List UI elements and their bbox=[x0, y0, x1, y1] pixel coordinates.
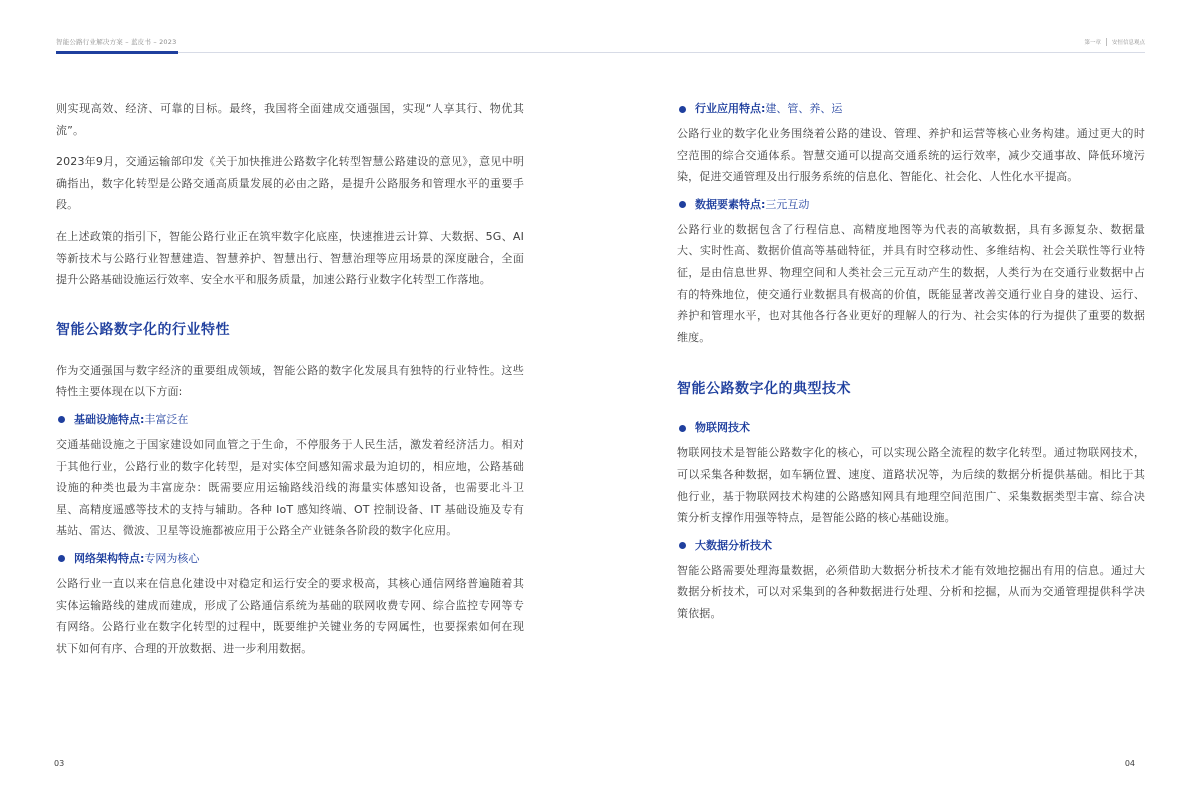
bullet-heading bbox=[56, 410, 524, 430]
bullet-heading bbox=[677, 99, 1145, 119]
bullet-value: 三元互动 bbox=[765, 197, 810, 211]
paragraph: 公路行业的数据包含了行程信息、高精度地图等为代表的高敏数据，具有多源复杂、数据量大、实时性高、数据价值高等基础特征，并具有时空移动性、多维结构、社会关联性等行业特征，是由信息世界、物理空间和人类社会三元互动产生的数据，人类行为在交通行业数据中占有的特殊地位，使交通行业数据具有极高的价值，既能显著改善交通行业自身的建设、运行、养护和管理水平，也对其他各行各业更好的理解人的行为、社会实体的行为提供了重要的数据维度。 bbox=[677, 222, 1145, 344]
page-number-left: 03 bbox=[54, 759, 65, 768]
header-chapter-title: 安恒信息观点 bbox=[1111, 40, 1145, 46]
section-title: 智能公路数字化的典型技术 bbox=[677, 381, 851, 398]
bullet-title: 物联网技术 bbox=[695, 421, 750, 435]
bullet-dot-icon bbox=[679, 425, 686, 432]
bullet-heading bbox=[56, 549, 524, 569]
paragraph: 公路行业的数字化业务围绕着公路的建设、管理、养护和运营等核心业务构建。通过更大的时空范围的综合交通体系。智慧交通可以提高交通系统的运行效率，减少交通事故、降低环境污染，促进交通管理及出行服务系统的信息化、智能化、社会化、人性化水平提高。 bbox=[677, 127, 1145, 184]
paragraph: 2023年9月，交通运输部印发《关于加快推进公路数字化转型智慧公路建设的意见》，意见中明确指出，数字化转型是公路交通高质量发展的必由之路，是提升公路服务和管理水平的重要手段。 bbox=[56, 155, 524, 212]
bullet-dot-icon bbox=[58, 555, 65, 562]
paragraph: 物联网技术是智能公路数字化的核心，可以实现公路全流程的数字化转型。通过物联网技术，可以采集各种数据，如车辆位置、速度、道路状况等，为后续的数据分析提供基础。相比于其他行业，基于物联网技术构建的公路感知网具有地理空间范围广、采集数据类型丰富、综合决策分析支撑作用强等特点，是智能公路的核心基础设施。 bbox=[677, 446, 1145, 525]
paragraph: 在上述政策的指引下，智能公路行业正在筑牢数字化底座，快速推进云计算、大数据、5G、AI等新技术与公路行业智慧建造、智慧养护、智慧出行、智慧治理等应用场景的深度融合，全面提升公路基础设施运行效率、安全水平和服务质量，加速公路行业数字化转型工作落地。 bbox=[56, 229, 524, 287]
paragraph: 作为交通强国与数字经济的重要组成领域，智能公路的数字化发展具有独特的行业特性。这些特性主要体现在以下方面: bbox=[56, 363, 524, 399]
left-column bbox=[56, 98, 524, 659]
bullet-dot-icon bbox=[58, 416, 65, 423]
bullet-value: 建、管、养、运 bbox=[765, 102, 843, 115]
header-doc-title: 智能公路行业解决方案 – 蓝皮书 – 2023 bbox=[56, 38, 177, 46]
bullet-title: 基础设施特点: bbox=[74, 412, 145, 426]
paragraph: 交通基础设施之于国家建设如同血管之于生命，不停服务于人民生活，激发着经济活力。相对于其他行业，公路行业的数字化转型，是对实体空间感知需求最为迫切的，相应地，公路基础设施的种类也最为丰富庞杂：既需要应用运输路线沿线的海量实体感知设备，也需要北斗卫星、高精度遥感等技术的支持与辅助。各种 IoT 感知终端、OT 控制设备、IT 基础设施及专有基站、雷达、微波、卫星等设施都被应用于公路全产业链条各阶段的数字化应用。 bbox=[56, 437, 524, 538]
header-chapter-number: 第一章 bbox=[1084, 40, 1101, 46]
bullet-title: 数据要素特点: bbox=[695, 197, 766, 211]
bullet-title: 大数据分析技术 bbox=[695, 538, 772, 552]
bullet-heading bbox=[677, 536, 1145, 556]
header-accent-bar bbox=[56, 51, 178, 54]
bullet-title: 行业应用特点: bbox=[695, 102, 766, 115]
bullet-dot-icon bbox=[679, 106, 686, 113]
bullet-heading bbox=[677, 418, 1145, 438]
bullet-dot-icon bbox=[679, 542, 686, 549]
header-divider bbox=[1106, 38, 1107, 46]
header-chapter bbox=[1084, 38, 1145, 46]
bullet-title: 网络架构特点: bbox=[74, 551, 145, 565]
right-column bbox=[677, 99, 1145, 625]
bullet-dot-icon bbox=[679, 201, 686, 208]
paragraph: 智能公路需要处理海量数据，必须借助大数据分析技术才能有效地挖掘出有用的信息。通过大数据分析技术，可以对采集到的各种数据进行处理、分析和挖掘，从而为交通管理提供科学决策依据。 bbox=[677, 563, 1145, 620]
header-rule bbox=[56, 52, 1145, 53]
bullet-heading bbox=[677, 195, 1145, 215]
page-number-right: 04 bbox=[1124, 759, 1135, 768]
paragraph: 则实现高效、经济、可靠的目标。最终，我国将全面建成交通强国，实现“人享其行、物优其流”。 bbox=[56, 102, 524, 137]
bullet-value: 丰富泛在 bbox=[144, 412, 189, 426]
bullet-value: 专网为核心 bbox=[144, 551, 200, 565]
paragraph: 公路行业一直以来在信息化建设中对稳定和运行安全的要求极高，其核心通信网络普遍随着其实体运输路线的建成而建成，形成了公路通信系统为基础的联网收费专网、综合监控专网等专有网络。公路行业在数字化转型的过程中，既要维护关键业务的专网属性，也要探索如何在现状下如何有序、合理的开放数据、进一步利用数据。 bbox=[56, 576, 524, 655]
section-title: 智能公路数字化的行业特性 bbox=[56, 321, 230, 338]
